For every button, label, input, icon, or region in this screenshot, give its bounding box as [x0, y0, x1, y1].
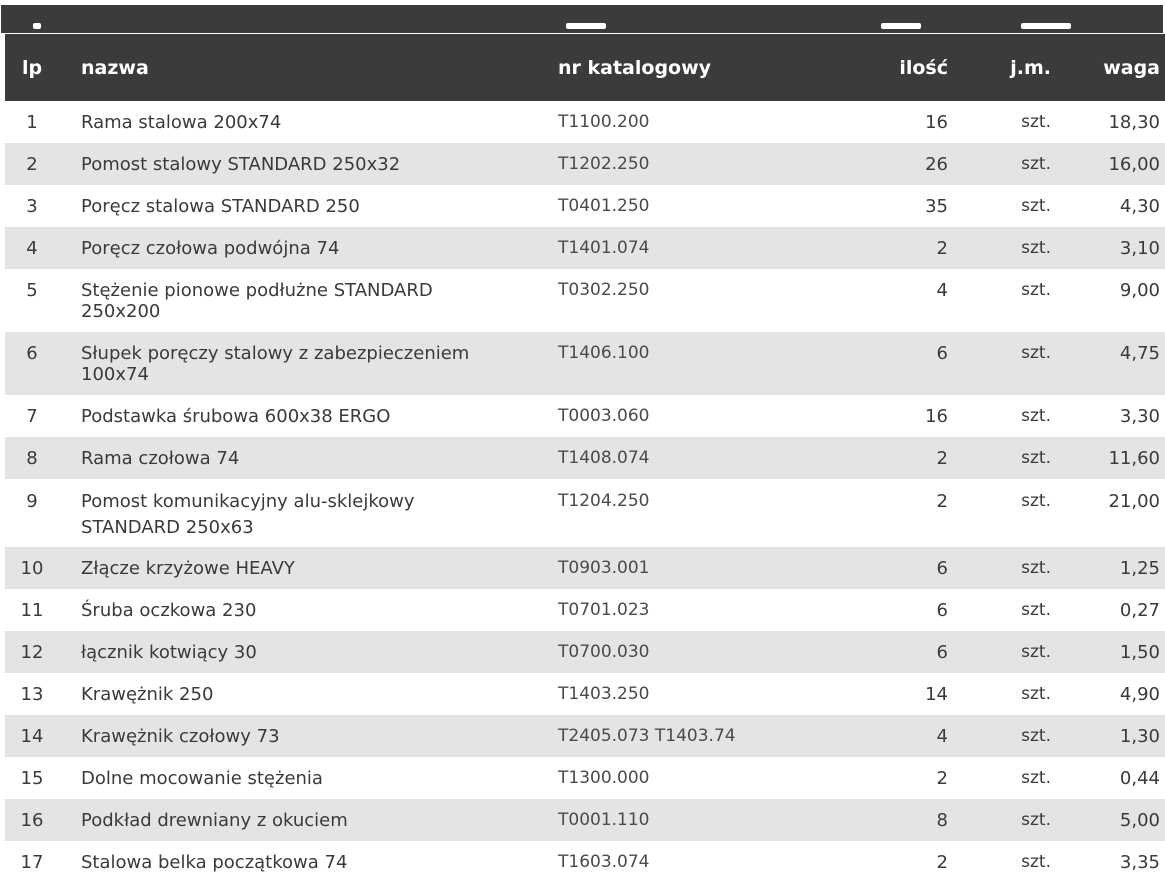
cell-catalog: T1401.074	[545, 227, 815, 269]
table-row	[5, 799, 1165, 841]
cell-name: Stężenie pionowe podłużne STANDARD 250x200	[67, 269, 545, 332]
cell-name: Poręcz czołowa podwójna 74	[67, 227, 545, 269]
cell-catalog: T1406.100	[545, 332, 815, 395]
cell-qty: 16	[815, 395, 953, 437]
cell-weight: 4,90	[1063, 673, 1165, 715]
cell-weight: 11,60	[1063, 437, 1165, 479]
cell-weight: 1,25	[1063, 547, 1165, 589]
cell-lp: 2	[5, 143, 67, 185]
cell-weight: 16,00	[1063, 143, 1165, 185]
cell-unit: szt.	[953, 101, 1063, 143]
cell-name: Krawężnik czołowy 73	[67, 715, 545, 757]
cell-catalog: T1408.074	[545, 437, 815, 479]
cell-catalog: T1300.000	[545, 757, 815, 799]
cell-catalog: T0001.110	[545, 799, 815, 841]
header-unit: j.m.	[953, 34, 1063, 101]
cell-unit: szt.	[953, 589, 1063, 631]
table-row	[5, 757, 1165, 799]
table-header	[5, 34, 1165, 101]
cell-name: Rama czołowa 74	[67, 437, 545, 479]
cell-weight: 21,00	[1063, 479, 1165, 547]
cell-catalog: T0003.060	[545, 395, 815, 437]
cell-lp: 4	[5, 227, 67, 269]
cell-lp: 13	[5, 673, 67, 715]
cell-qty: 16	[815, 101, 953, 143]
cell-weight: 9,00	[1063, 269, 1165, 332]
cell-lp: 16	[5, 799, 67, 841]
cell-qty: 4	[815, 269, 953, 332]
table-row	[5, 547, 1165, 589]
cell-weight: 4,75	[1063, 332, 1165, 395]
cell-name: Słupek poręczy stalowy z zabezpieczeniem 100x74	[67, 332, 545, 395]
cell-lp: 5	[5, 269, 67, 332]
cell-name: Podstawka śrubowa 600x38 ERGO	[67, 395, 545, 437]
cell-qty: 26	[815, 143, 953, 185]
cell-lp: 7	[5, 395, 67, 437]
cell-unit: szt.	[953, 395, 1063, 437]
cell-lp: 8	[5, 437, 67, 479]
cell-lp: 15	[5, 757, 67, 799]
cell-weight: 3,35	[1063, 841, 1165, 883]
header-name: nazwa	[67, 34, 545, 101]
cell-qty: 14	[815, 673, 953, 715]
cell-unit: szt.	[953, 269, 1063, 332]
cell-lp: 6	[5, 332, 67, 395]
cell-lp: 9	[5, 479, 67, 547]
cell-unit: szt.	[953, 227, 1063, 269]
header-weight: waga	[1063, 34, 1165, 101]
cell-unit: szt.	[953, 185, 1063, 227]
cell-name: Śruba oczkowa 230	[67, 589, 545, 631]
cell-name: Pomost komunikacyjny alu-sklejkowy STANDARD 250x63	[67, 479, 545, 547]
table-row	[5, 715, 1165, 757]
header-catalog: nr katalogowy	[545, 34, 815, 101]
cell-unit: szt.	[953, 332, 1063, 395]
cell-catalog: T0302.250	[545, 269, 815, 332]
cell-unit: szt.	[953, 799, 1063, 841]
duplicate-header-strip	[1, 5, 1163, 33]
cell-qty: 2	[815, 437, 953, 479]
cell-qty: 6	[815, 589, 953, 631]
cell-catalog: T1202.250	[545, 143, 815, 185]
cell-qty: 2	[815, 227, 953, 269]
cell-catalog: T0701.023	[545, 589, 815, 631]
cell-catalog: T1403.250	[545, 673, 815, 715]
cell-lp: 14	[5, 715, 67, 757]
cell-unit: szt.	[953, 631, 1063, 673]
header-row	[5, 34, 1165, 101]
cell-qty: 2	[815, 757, 953, 799]
cell-lp: 10	[5, 547, 67, 589]
cell-qty: 6	[815, 547, 953, 589]
cell-weight: 0,44	[1063, 757, 1165, 799]
table-row	[5, 101, 1165, 143]
cell-catalog: T0700.030	[545, 631, 815, 673]
cell-catalog: T0903.001	[545, 547, 815, 589]
cell-unit: szt.	[953, 547, 1063, 589]
cell-catalog: T1100.200	[545, 101, 815, 143]
cell-name: Rama stalowa 200x74	[67, 101, 545, 143]
table-row	[5, 185, 1165, 227]
cell-qty: 2	[815, 841, 953, 883]
cell-name: Stalowa belka początkowa 74	[67, 841, 545, 883]
cell-weight: 18,30	[1063, 101, 1165, 143]
table-row	[5, 395, 1165, 437]
cell-lp: 17	[5, 841, 67, 883]
cell-weight: 5,00	[1063, 799, 1165, 841]
cell-unit: szt.	[953, 757, 1063, 799]
parts-table	[5, 34, 1165, 883]
cell-unit: szt.	[953, 437, 1063, 479]
table-row	[5, 589, 1165, 631]
cell-lp: 1	[5, 101, 67, 143]
cell-catalog: T1603.074	[545, 841, 815, 883]
cell-unit: szt.	[953, 673, 1063, 715]
cell-unit: szt.	[953, 479, 1063, 547]
table-row	[5, 269, 1165, 332]
cell-qty: 4	[815, 715, 953, 757]
cell-unit: szt.	[953, 143, 1063, 185]
cell-name: Dolne mocowanie stężenia	[67, 757, 545, 799]
cell-qty: 8	[815, 799, 953, 841]
cell-name: Poręcz stalowa STANDARD 250	[67, 185, 545, 227]
cell-catalog: T0401.250	[545, 185, 815, 227]
cell-lp: 12	[5, 631, 67, 673]
cell-name: łącznik kotwiący 30	[67, 631, 545, 673]
table-row	[5, 479, 1165, 547]
cell-qty: 6	[815, 631, 953, 673]
header-lp: lp	[5, 34, 67, 101]
cell-name: Złącze krzyżowe HEAVY	[67, 547, 545, 589]
cell-qty: 6	[815, 332, 953, 395]
cell-weight: 3,30	[1063, 395, 1165, 437]
cell-name: Pomost stalowy STANDARD 250x32	[67, 143, 545, 185]
cell-weight: 3,10	[1063, 227, 1165, 269]
cell-lp: 3	[5, 185, 67, 227]
cell-weight: 1,30	[1063, 715, 1165, 757]
cell-weight: 4,30	[1063, 185, 1165, 227]
table-row	[5, 673, 1165, 715]
header-qty: ilość	[815, 34, 953, 101]
table-body	[5, 101, 1165, 883]
cell-qty: 35	[815, 185, 953, 227]
table-row	[5, 631, 1165, 673]
cell-name: Krawężnik 250	[67, 673, 545, 715]
cell-catalog: T1204.250	[545, 479, 815, 547]
cell-qty: 2	[815, 479, 953, 547]
cell-unit: szt.	[953, 841, 1063, 883]
cell-catalog: T2405.073 T1403.74	[545, 715, 815, 757]
cell-unit: szt.	[953, 715, 1063, 757]
table-row	[5, 143, 1165, 185]
parts-table-container	[5, 34, 1165, 883]
cell-lp: 11	[5, 589, 67, 631]
table-row	[5, 332, 1165, 395]
table-row	[5, 437, 1165, 479]
cell-name: Podkład drewniany z okuciem	[67, 799, 545, 841]
cell-weight: 0,27	[1063, 589, 1165, 631]
cell-weight: 1,50	[1063, 631, 1165, 673]
table-row	[5, 227, 1165, 269]
